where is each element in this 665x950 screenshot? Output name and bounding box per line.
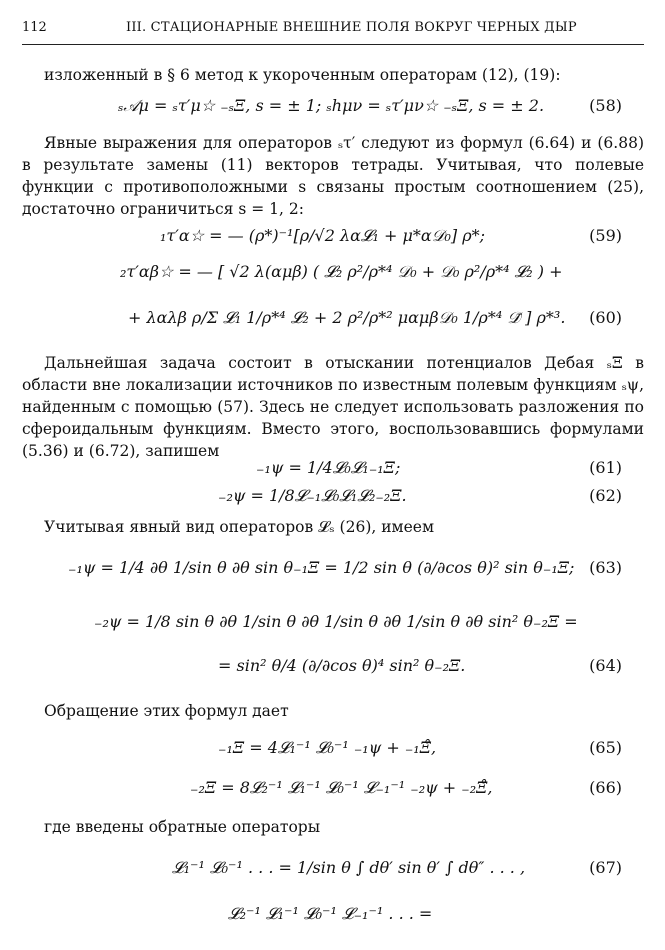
- equation-65-body: ₋₁Ξ = 4𝓛₁⁻¹ 𝓛₀⁻¹ ₋₁ψ + ₋₁Ξ̊,: [218, 738, 437, 757]
- equation-64-number: (64): [589, 656, 622, 675]
- paragraph-1: изложенный в § 6 метод к укороченным операторам (12), (19):: [44, 66, 561, 84]
- equation-60-number: (60): [589, 308, 622, 327]
- paragraph-2: Явные выражения для операторов ₛτ′ следуют из формул (6.64) и (6.88) в результате замены (11) векторов тетрады. Учитывая, что полевые функции с противоположными s связаны простым соотношением (25), достаточно ограничиться s = 1, 2:: [22, 134, 644, 218]
- header-rule: [22, 44, 644, 45]
- equation-64-line-1-body: ₋₂ψ = 1/8 sin θ ∂θ 1/sin θ ∂θ 1/sin θ ∂θ 1/sin θ ∂θ sin² θ₋₂Ξ =: [94, 612, 578, 631]
- paragraph-4: Учитывая явный вид операторов 𝓛ₛ (26), имеем: [44, 518, 435, 536]
- equation-61-body: ₋₁ψ = 1/4𝓛₀𝓛₁₋₁Ξ;: [256, 458, 401, 477]
- equation-67-body: 𝓛₁⁻¹ 𝓛₀⁻¹ . . . = 1/sin θ ∫ dθ′ sin θ′ ∫ dθ″ . . . ,: [172, 858, 526, 877]
- equation-62-body: ₋₂ψ = 1/8𝓛₋₁𝓛₀𝓛₁𝓛₂₋₂Ξ.: [218, 486, 407, 505]
- equation-59-body: ₁τ′α☆ = — (ρ*)⁻¹[ρ/√2 λα𝓛₁ + μ*α𝒟₀] ρ*;: [160, 226, 486, 245]
- equation-66-body: ₋₂Ξ = 8𝓛₂⁻¹ 𝓛₁⁻¹ 𝓛₀⁻¹ 𝓛₋₁⁻¹ ₋₂ψ + ₋₂Ξ̊,: [190, 778, 493, 797]
- equation-59-number: (59): [589, 226, 622, 245]
- equation-61-number: (61): [589, 458, 622, 477]
- equation-68-body: 𝓛₂⁻¹ 𝓛₁⁻¹ 𝓛₀⁻¹ 𝓛₋₁⁻¹ . . . =: [228, 904, 433, 923]
- equation-65-number: (65): [589, 738, 622, 757]
- equation-63-body: ₋₁ψ = 1/4 ∂θ 1/sin θ ∂θ sin θ₋₁Ξ = 1/2 sin θ (∂/∂cos θ)² sin θ₋₁Ξ;: [68, 558, 575, 577]
- equation-63-number: (63): [589, 558, 622, 577]
- equation-58-body: ₛ𝒜μ = ₛτ′μ☆ ₋ₛΞ, s = ± 1; ₛhμν = ₛτ′μν☆ ₋ₛΞ, s = ± 2.: [118, 96, 545, 115]
- page-number: 112: [22, 20, 47, 35]
- equation-58-number: (58): [589, 96, 622, 115]
- equation-67-number: (67): [589, 858, 622, 877]
- paragraph-6: где введены обратные операторы: [44, 818, 321, 836]
- equation-60-line-2-body: + λαλβ ρ/Σ 𝓛₁ 1/ρ*⁴ 𝓛₂ + 2 ρ²/ρ*² μαμβ𝒟₀ 1/ρ*⁴ 𝒟̄ ] ρ*³.: [128, 308, 566, 327]
- equation-60-line-1-body: ₂τ′αβ☆ = — [ √2 λ(αμβ) ( 𝓛₂ ρ²/ρ*⁴ 𝒟₀ + 𝒟₀ ρ²/ρ*⁴ 𝓛₂ ) +: [120, 262, 563, 281]
- equation-64-line-2-body: = sin² θ/4 (∂/∂cos θ)⁴ sin² θ₋₂Ξ.: [218, 656, 466, 675]
- page-header: [22, 20, 644, 42]
- equation-66-number: (66): [589, 778, 622, 797]
- paragraph-3: Дальнейшая задача состоит в отыскании потенциалов Дебая ₛΞ в области вне локализации источников по известным полевым функциям ₛψ, найденным с помощью (57). Здесь не следует использовать разложения по сфероидальным функциям. Вместо этого, воспользовавшись формулами (5.36) и (6.72), запишем: [22, 354, 644, 460]
- paragraph-5: Обращение этих формул дает: [44, 702, 289, 720]
- chapter-title: III. СТАЦИОНАРНЫЕ ВНЕШНИЕ ПОЛЯ ВОКРУГ ЧЕРНЫХ ДЫР: [126, 20, 577, 35]
- equation-62-number: (62): [589, 486, 622, 505]
